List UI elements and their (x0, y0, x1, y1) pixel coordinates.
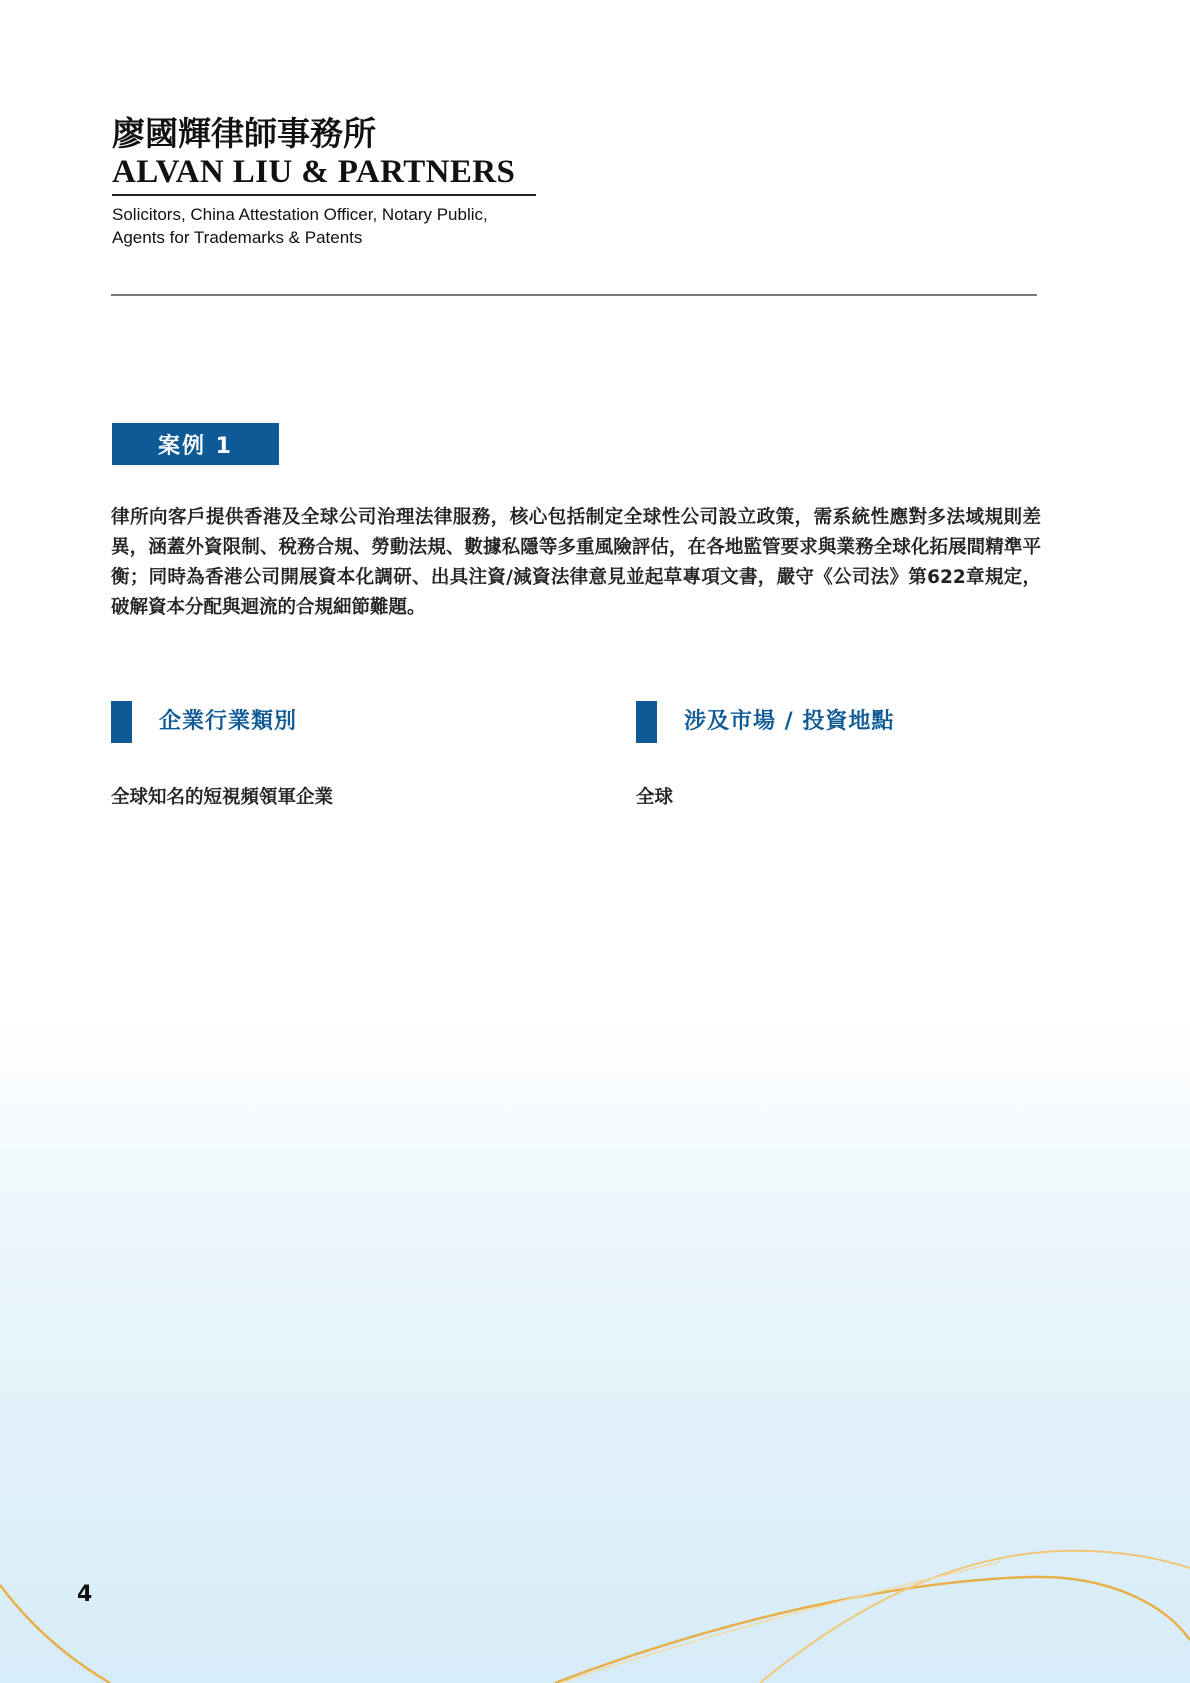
industry-title: 企業行業類別 (159, 709, 298, 734)
section-accent-bar (636, 701, 657, 743)
logo-underline (112, 194, 536, 196)
tagline-line-2: Agents for Trademarks & Patents (112, 228, 363, 247)
section-accent-bar (111, 701, 132, 743)
case-badge: 案例 1 (112, 423, 279, 465)
tagline-line-1: Solicitors, China Attestation Officer, Notary Public, (112, 205, 488, 224)
page-number: 4 (77, 1582, 93, 1607)
firm-tagline (112, 203, 542, 249)
swoosh-curve-faint (560, 1562, 1000, 1683)
market-title: 涉及市場 / 投資地點 (684, 709, 895, 734)
header-divider (111, 294, 1037, 296)
firm-name-chinese: 廖國輝律師事務所 (112, 114, 376, 153)
firm-name-english: ALVAN LIU & PARTNERS (112, 154, 516, 190)
industry-value: 全球知名的短視頻領軍企業 (111, 787, 334, 808)
swoosh-curve-long (555, 1577, 1190, 1683)
market-value: 全球 (636, 787, 674, 808)
firm-header (112, 114, 542, 249)
case-description: 律所向客戶提供香港及全球公司治理法律服務，核心包括制定全球性公司設立政策，需系統性應對多法域規則差異，涵蓋外資限制、稅務合規、勞動法規、數據私隱等多重風險評估，在各地監管要求與業務全球化拓展間精準平衡；同時為香港公司開展資本化調研、出具注資/減資法律意見並起草專項文書，嚴守《公司法》第622章規定，破解資本分配與迴流的合規細節難題。 (111, 507, 1041, 618)
swoosh-curve-upper (760, 1551, 1190, 1683)
swoosh-curve-left (0, 1585, 110, 1683)
